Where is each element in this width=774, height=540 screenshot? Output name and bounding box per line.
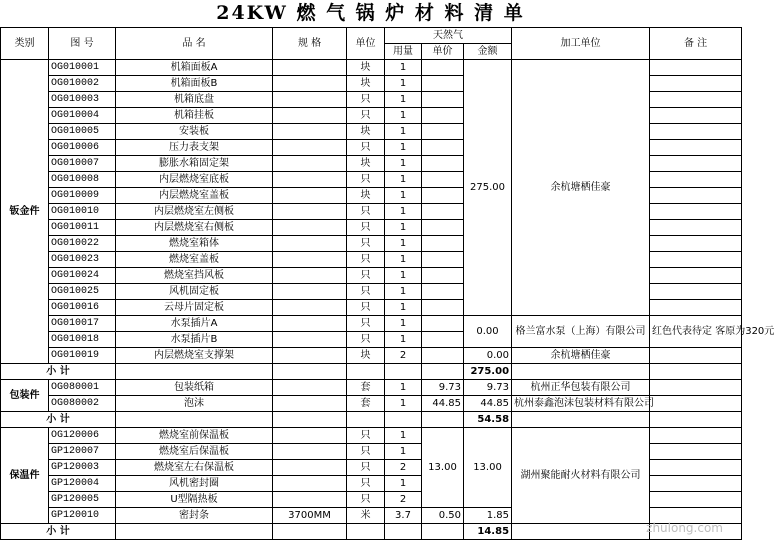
cell [116,364,273,380]
cell [512,364,650,380]
remark [650,172,742,188]
spec [273,460,347,476]
spec [273,156,347,172]
remark [650,300,742,316]
qty: 1 [385,428,422,444]
unit: 只 [347,92,385,108]
cell [347,412,385,428]
header-row-1 [1,28,742,44]
unit: 块 [347,188,385,204]
cell [512,524,650,540]
unit: 只 [347,444,385,460]
cell [273,364,347,380]
qty: 2 [385,348,422,364]
unit: 只 [347,492,385,508]
item-name: 内层燃烧室盖板 [116,188,273,204]
spec [273,188,347,204]
remark [650,76,742,92]
item-name: 密封条 [116,508,273,524]
unit-price [422,348,464,364]
cell [116,412,273,428]
drawing-no: OG010024 [49,268,116,284]
spec [273,476,347,492]
drawing-no: OG010019 [49,348,116,364]
qty: 1 [385,108,422,124]
sheet-title: 24KW 燃 气 锅 炉 材 料 清 单 [216,2,525,24]
remark [650,348,742,364]
unit: 只 [347,140,385,156]
unit-price: 13.00 [422,428,464,508]
spec [273,492,347,508]
item-name: 水泵插片A [116,316,273,332]
qty: 1 [385,220,422,236]
amount: 13.00 [464,428,512,508]
unit-price [422,268,464,284]
unit: 只 [347,284,385,300]
drawing-no: OG010001 [49,60,116,76]
spec [273,316,347,332]
unit-price: 44.85 [422,396,464,412]
spec [273,444,347,460]
unit-price [422,300,464,316]
item-name: 泡沫 [116,396,273,412]
item-name: 燃烧室前保温板 [116,428,273,444]
item-name: U型隔热板 [116,492,273,508]
spec [273,284,347,300]
remark [650,220,742,236]
qty: 1 [385,300,422,316]
qty: 1 [385,268,422,284]
supplier-support: 余杭塘栖佳豪 [512,348,650,364]
qty: 1 [385,396,422,412]
remark [650,252,742,268]
cell [273,412,347,428]
drawing-no: OG010009 [49,188,116,204]
remark [650,204,742,220]
unit: 只 [347,332,385,348]
item-name: 包装纸箱 [116,380,273,396]
item-name: 燃烧室盖板 [116,252,273,268]
cell [347,364,385,380]
item-name: 风机密封圈 [116,476,273,492]
drawing-no: OG010011 [49,220,116,236]
unit-price [422,60,464,76]
supplier-pump: 格兰富水泵（上海）有限公司 [512,316,650,348]
qty: 1 [385,188,422,204]
header-processor: 加工单位 [512,28,650,60]
unit: 块 [347,156,385,172]
amount: 44.85 [464,396,512,412]
drawing-no: OG010018 [49,332,116,348]
cell [422,524,464,540]
header-remark: 备 注 [650,28,742,60]
subtotal-label: 小 计 [1,412,116,428]
header-name: 品 名 [116,28,273,60]
item-name: 机箱面板B [116,76,273,92]
drawing-no: OG010003 [49,92,116,108]
unit: 块 [347,348,385,364]
cell [512,412,650,428]
drawing-no: OG080001 [49,380,116,396]
drawing-no: OG010006 [49,140,116,156]
cell [385,524,422,540]
cell [273,524,347,540]
unit-price [422,284,464,300]
spec [273,140,347,156]
qty: 1 [385,124,422,140]
item-name: 内层燃烧室左侧板 [116,204,273,220]
qty: 1 [385,284,422,300]
remark [650,460,742,476]
materials-table [0,27,774,540]
remark [650,284,742,300]
remark [650,124,742,140]
unit: 只 [347,172,385,188]
unit-price: 9.73 [422,380,464,396]
spec [273,204,347,220]
unit-price [422,332,464,348]
remark [650,156,742,172]
qty: 1 [385,140,422,156]
spec [273,252,347,268]
supplier-main: 余杭塘栖佳豪 [512,60,650,316]
qty: 2 [385,460,422,476]
spec [273,76,347,92]
remark [650,380,742,396]
subtotal-row [1,412,742,428]
spec [273,60,347,76]
spec [273,108,347,124]
spec [273,300,347,316]
drawing-no: GP120003 [49,460,116,476]
unit-price [422,92,464,108]
qty: 2 [385,492,422,508]
unit: 只 [347,236,385,252]
drawing-no: OG010023 [49,252,116,268]
remark [650,268,742,284]
subtotal-label: 小 计 [1,524,116,540]
drawing-no: OG010002 [49,76,116,92]
unit: 米 [347,508,385,524]
drawing-no: GP120004 [49,476,116,492]
drawing-no: OG010007 [49,156,116,172]
table-row [1,428,742,444]
cell [116,524,273,540]
amount: 9.73 [464,380,512,396]
item-name: 安装板 [116,124,273,140]
drawing-no: OG010022 [49,236,116,252]
remark [650,108,742,124]
drawing-no: GP120005 [49,492,116,508]
qty: 1 [385,60,422,76]
remark [650,492,742,508]
item-name: 风机固定板 [116,284,273,300]
unit: 套 [347,396,385,412]
table-row [1,316,742,332]
unit-price [422,124,464,140]
category-sheet-metal: 钣金件 [1,60,49,364]
drawing-no: GP120007 [49,444,116,460]
unit-price [422,172,464,188]
drawing-no: OG010008 [49,172,116,188]
remark [650,188,742,204]
drawing-no: OG010016 [49,300,116,316]
category-insulation: 保温件 [1,428,49,524]
unit-price [422,156,464,172]
header-spec: 规 格 [273,28,347,60]
qty: 1 [385,444,422,460]
subtotal-row [1,364,742,380]
remark [650,236,742,252]
item-name: 内层燃烧室底板 [116,172,273,188]
unit: 只 [347,204,385,220]
subtotal-row [1,524,742,540]
unit: 只 [347,428,385,444]
unit-price [422,220,464,236]
unit-price [422,108,464,124]
drawing-no: OG120006 [49,428,116,444]
unit-price [422,236,464,252]
unit: 只 [347,268,385,284]
spec [273,172,347,188]
drawing-no: OG010005 [49,124,116,140]
unit: 套 [347,380,385,396]
spec: 3700MM [273,508,347,524]
item-name: 燃烧室箱体 [116,236,273,252]
cell [422,412,464,428]
unit: 块 [347,124,385,140]
header-unit: 单位 [347,28,385,60]
drawing-no: OG010017 [49,316,116,332]
cell [422,364,464,380]
qty: 1 [385,252,422,268]
unit: 只 [347,252,385,268]
spec [273,124,347,140]
header-amount: 金额 [464,44,512,60]
unit: 块 [347,76,385,92]
subtotal-amount: 54.58 [464,412,512,428]
cell [385,412,422,428]
header-qty: 用量 [385,44,422,60]
unit-price [422,188,464,204]
item-name: 燃烧室挡风板 [116,268,273,284]
remark [650,476,742,492]
remark-pump: 红色代表待定 客原为320元 [650,316,742,348]
amount-main: 275.00 [464,60,512,316]
unit: 只 [347,300,385,316]
unit-price [422,204,464,220]
spec [273,268,347,284]
supplier: 杭州正华包装有限公司 [512,380,650,396]
cell [650,364,742,380]
amount-pump: 0.00 [464,316,512,348]
item-name: 压力表支架 [116,140,273,156]
table-row [1,380,742,396]
unit-price [422,316,464,332]
spec [273,332,347,348]
item-name: 膨胀水箱固定架 [116,156,273,172]
amount: 1.85 [464,508,512,524]
qty: 1 [385,316,422,332]
header-gas-group: 天然气 [385,28,512,44]
unit: 只 [347,476,385,492]
unit: 只 [347,220,385,236]
item-name: 燃烧室后保温板 [116,444,273,460]
subtotal-amount: 275.00 [464,364,512,380]
qty: 1 [385,236,422,252]
remark [650,140,742,156]
qty: 1 [385,476,422,492]
cell [650,412,742,428]
drawing-no: OG010004 [49,108,116,124]
spec [273,428,347,444]
drawing-no: OG080002 [49,396,116,412]
drawing-no: GP120010 [49,508,116,524]
item-name: 内层燃烧室支撑架 [116,348,273,364]
qty: 1 [385,204,422,220]
spec [273,220,347,236]
cell [347,524,385,540]
spec [273,236,347,252]
unit: 块 [347,60,385,76]
unit-price [422,76,464,92]
unit-price: 0.50 [422,508,464,524]
remark [650,92,742,108]
qty: 1 [385,92,422,108]
qty: 1 [385,380,422,396]
drawing-no: OG010010 [49,204,116,220]
drawing-no: OG010025 [49,284,116,300]
unit-price [422,252,464,268]
remark [650,396,742,412]
qty: 1 [385,172,422,188]
header-unit-price: 单价 [422,44,464,60]
table-row [1,348,742,364]
item-name: 机箱底盘 [116,92,273,108]
spec [273,396,347,412]
item-name: 燃烧室左右保温板 [116,460,273,476]
unit: 只 [347,316,385,332]
amount-support: 0.00 [464,348,512,364]
supplier: 湖州聚能耐火材料有限公司 [512,428,650,524]
qty: 1 [385,76,422,92]
supplier: 杭州泰鑫泡沫包装材料有限公司 [512,396,650,412]
spec [273,380,347,396]
qty: 1 [385,156,422,172]
header-drawing-no: 图 号 [49,28,116,60]
qty: 3.7 [385,508,422,524]
item-name: 机箱面板A [116,60,273,76]
header-category: 类别 [1,28,49,60]
subtotal-amount: 14.85 [464,524,512,540]
unit: 只 [347,108,385,124]
cell [385,364,422,380]
spec [273,92,347,108]
remark [650,444,742,460]
remark [650,60,742,76]
table-row [1,396,742,412]
item-name: 内层燃烧室右侧板 [116,220,273,236]
item-name: 云母片固定板 [116,300,273,316]
qty: 1 [385,332,422,348]
item-name: 机箱挂板 [116,108,273,124]
unit-price [422,140,464,156]
subtotal-label: 小 计 [1,364,116,380]
item-name: 水泵插片B [116,332,273,348]
unit: 只 [347,460,385,476]
category-packaging: 包装件 [1,380,49,412]
table-row [1,60,742,76]
remark [650,428,742,444]
watermark: zhulong.com [646,521,723,535]
spec [273,348,347,364]
